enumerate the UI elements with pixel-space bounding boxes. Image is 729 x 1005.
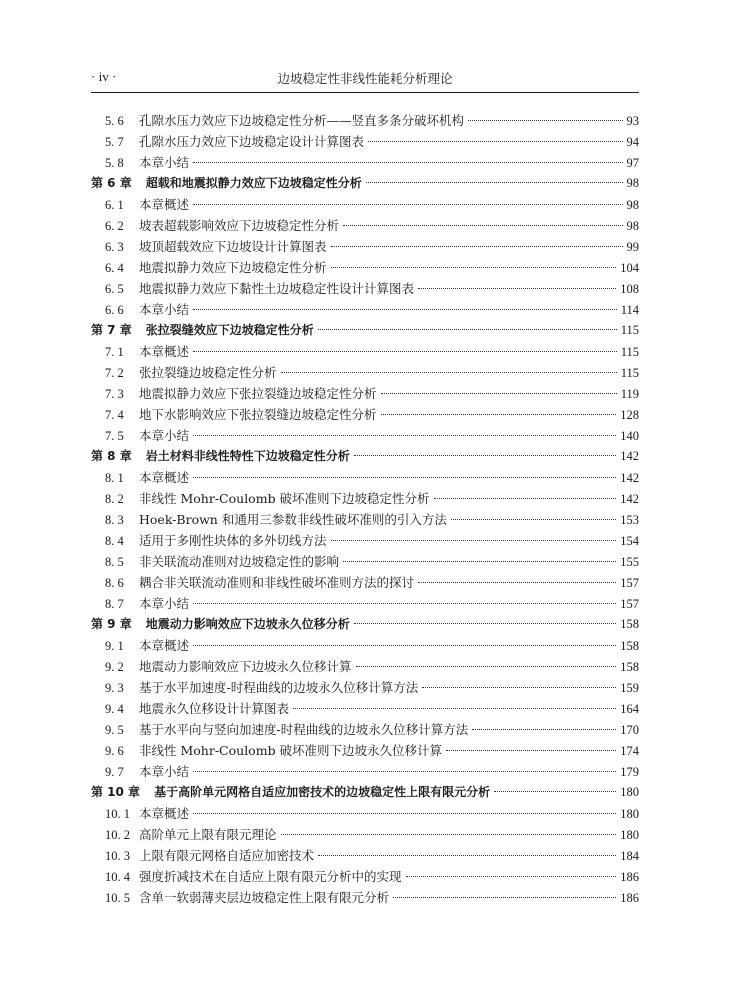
toc-entry-page: 93 (626, 114, 639, 128)
toc-entry-number: 8. 5 (105, 555, 124, 569)
toc-entry-number: 6. 6 (105, 303, 124, 317)
dot-leader (193, 812, 616, 814)
toc-entry-page: 99 (626, 240, 639, 254)
toc-entry-title: 本章概述 (139, 806, 190, 821)
toc-entry-number: 8. 3 (105, 513, 124, 527)
toc-entry-number: 7. 3 (105, 387, 124, 401)
toc-section-row[interactable] (91, 425, 639, 446)
toc-entry-number: 8. 2 (105, 492, 124, 506)
dot-leader (354, 622, 617, 624)
toc-chapter-row[interactable] (91, 782, 639, 803)
toc-section-row[interactable] (91, 572, 639, 593)
toc-entry-page: 158 (620, 660, 639, 674)
toc-entry-title: 适用于多刚性块体的多外切线方法 (139, 533, 327, 548)
dot-leader (354, 454, 617, 456)
toc-entry-page: 115 (620, 366, 639, 380)
dot-leader (343, 560, 616, 562)
toc-entry-page: 180 (620, 785, 639, 799)
toc-entry-number: 第 9 章 (91, 617, 132, 631)
toc-entry-page: 184 (620, 849, 639, 863)
dot-leader (331, 245, 623, 247)
toc-entry-number: 第 7 章 (91, 323, 132, 337)
dot-leader (193, 602, 616, 604)
dot-leader (422, 686, 616, 688)
toc-entry-title: 非线性 Mohr-Coulomb 破坏准则下边坡稳定性分析 (139, 491, 430, 506)
toc-entry-page: 170 (620, 723, 639, 737)
toc-entry-number: 8. 7 (105, 597, 124, 611)
toc-entry-title: 地震动力影响效应下边坡永久位移分析 (145, 617, 350, 631)
toc-entry-page: 98 (626, 219, 639, 233)
toc-section-row[interactable] (91, 530, 639, 551)
toc-entry-title: 本章概述 (139, 197, 190, 212)
dot-leader (494, 790, 616, 792)
dot-leader (393, 896, 616, 898)
dot-leader (418, 581, 616, 583)
toc-entry-title: 地震动力影响效应下边坡永久位移计算 (139, 659, 352, 674)
toc-entry-title: 地震拟静力效应下黏性土边坡稳定性设计计算图表 (139, 281, 415, 296)
dot-leader (343, 224, 622, 226)
toc-section-row[interactable] (91, 215, 639, 236)
toc-section-row[interactable] (91, 110, 639, 131)
dot-leader (281, 833, 617, 835)
toc-entry-number: 7. 1 (105, 345, 124, 359)
dot-leader (281, 371, 617, 373)
toc-entry-title: 耦合非关联流动准则和非线性破坏准则方法的探讨 (139, 575, 415, 590)
toc-section-row[interactable] (91, 887, 639, 908)
toc-entry-title: 坡表超载影响效应下边坡稳定性分析 (139, 218, 340, 233)
toc-entry-title: 岩土材料非线性特性下边坡稳定性分析 (145, 449, 350, 463)
dot-leader (472, 728, 616, 730)
toc-entry-page: 115 (620, 345, 639, 359)
toc-section-row[interactable] (91, 761, 639, 782)
toc-entry-title: 地震永久位移设计计算图表 (139, 701, 290, 716)
toc-entry-page: 186 (620, 870, 639, 884)
toc-entry-page: 180 (620, 807, 639, 821)
toc-section-row[interactable] (91, 509, 639, 530)
toc-section-row[interactable] (91, 803, 639, 824)
toc-entry-page: 142 (620, 449, 639, 463)
toc-entry-title: 地震拟静力效应下张拉裂缝边坡稳定性分析 (139, 386, 377, 401)
toc-entry-number: 7. 2 (105, 366, 124, 380)
toc-entry-title: 上限有限元网格自适应加密技术 (139, 848, 315, 863)
toc-section-row[interactable] (91, 656, 639, 677)
toc-section-row[interactable] (91, 467, 639, 488)
toc-entry-page: 157 (620, 576, 639, 590)
toc-entry-number: 第 8 章 (91, 449, 132, 463)
toc-entry-title: 孔隙水压力效应下边坡稳定设计计算图表 (139, 134, 365, 149)
toc-entry-title: 强度折减技术在自适应上限有限元分析中的实现 (139, 869, 402, 884)
dot-leader (193, 476, 616, 478)
toc-entry-title: 本章小结 (139, 764, 190, 779)
toc-section-row[interactable] (91, 719, 639, 740)
toc-section-row[interactable] (91, 698, 639, 719)
toc-entry-page: 179 (620, 765, 639, 779)
toc-section-row[interactable] (91, 404, 639, 425)
toc-section-row[interactable] (91, 740, 639, 761)
toc-section-row[interactable] (91, 824, 639, 845)
toc-entry-page: 115 (620, 323, 639, 337)
toc-entry-page: 98 (626, 198, 639, 212)
toc-entry-title: 非线性 Mohr-Coulomb 破坏准则下边坡永久位移计算 (139, 743, 443, 758)
toc-entry-number: 7. 5 (105, 429, 124, 443)
toc-entry-page: 174 (620, 744, 639, 758)
toc-entry-number: 9. 5 (105, 723, 124, 737)
toc-entry-title: 本章概述 (139, 344, 190, 359)
toc-entry-title: 非关联流动准则对边坡稳定性的影响 (139, 554, 340, 569)
dot-leader (193, 644, 616, 646)
table-of-contents (91, 110, 639, 908)
dot-leader (193, 770, 616, 772)
dot-leader (368, 140, 622, 142)
toc-entry-title: 基于高阶单元网格自适应加密技术的边坡稳定性上限有限元分析 (154, 785, 491, 799)
toc-chapter-row[interactable] (91, 320, 639, 341)
toc-entry-number: 9. 4 (105, 702, 124, 716)
toc-entry-number: 9. 1 (105, 639, 124, 653)
toc-entry-page: 180 (620, 828, 639, 842)
dot-leader (356, 665, 617, 667)
toc-entry-page: 158 (620, 639, 639, 653)
toc-section-row[interactable] (91, 677, 639, 698)
toc-section-row[interactable] (91, 341, 639, 362)
toc-section-row[interactable] (91, 131, 639, 152)
dot-leader (318, 854, 616, 856)
toc-section-row[interactable] (91, 488, 639, 509)
toc-entry-title: 本章小结 (139, 428, 190, 443)
toc-entry-number: 5. 7 (105, 135, 124, 149)
dot-leader (193, 308, 617, 310)
toc-entry-title: 坡顶超载效应下边坡设计计算图表 (139, 239, 327, 254)
toc-entry-page: 164 (620, 702, 639, 716)
toc-entry-page: 142 (620, 471, 639, 485)
page-number: · iv · (91, 69, 117, 84)
toc-chapter-row[interactable] (91, 173, 639, 194)
toc-entry-page: 153 (620, 513, 639, 527)
toc-entry-number: 8. 6 (105, 576, 124, 590)
toc-entry-title: 本章小结 (139, 596, 190, 611)
toc-entry-title: 本章小结 (139, 155, 190, 170)
toc-section-row[interactable] (91, 299, 639, 320)
toc-entry-page: 104 (620, 261, 639, 275)
toc-entry-number: 第 10 章 (91, 785, 141, 799)
toc-entry-number: 8. 4 (105, 534, 124, 548)
toc-entry-title: 基于水平加速度-时程曲线的边坡永久位移计算方法 (139, 680, 419, 695)
toc-entry-number: 6. 5 (105, 282, 124, 296)
toc-entry-title: 孔隙水压力效应下边坡稳定性分析——竖直多条分破坏机构 (139, 113, 465, 128)
toc-entry-page: 186 (620, 891, 639, 905)
toc-entry-page: 159 (620, 681, 639, 695)
header-rule (91, 92, 639, 93)
toc-entry-title: 张拉裂缝边坡稳定性分析 (139, 365, 277, 380)
toc-entry-number: 10. 4 (105, 870, 130, 884)
dot-leader (446, 749, 616, 751)
toc-entry-page: 154 (620, 534, 639, 548)
dot-leader (193, 161, 622, 163)
toc-entry-title: 地下水影响效应下张拉裂缝边坡稳定性分析 (139, 407, 377, 422)
toc-section-row[interactable] (91, 257, 639, 278)
toc-entry-number: 10. 2 (105, 828, 130, 842)
toc-entry-number: 9. 7 (105, 765, 124, 779)
toc-section-row[interactable] (91, 278, 639, 299)
dot-leader (318, 328, 617, 330)
toc-section-row[interactable] (91, 194, 639, 215)
toc-chapter-row[interactable] (91, 446, 639, 467)
toc-entry-title: 超载和地震拟静力效应下边坡稳定性分析 (145, 176, 362, 190)
toc-section-row[interactable] (91, 152, 639, 173)
toc-entry-title: 张拉裂缝效应下边坡稳定性分析 (145, 323, 314, 337)
toc-section-row[interactable] (91, 866, 639, 887)
running-title: 边坡稳定性非线性能耗分析理论 (277, 71, 453, 86)
toc-entry-page: 97 (626, 156, 639, 170)
dot-leader (451, 518, 616, 520)
dot-leader (331, 266, 617, 268)
dot-leader (193, 350, 617, 352)
toc-entry-title: 地震拟静力效应下边坡稳定性分析 (139, 260, 327, 275)
toc-section-row[interactable] (91, 383, 639, 404)
running-header (91, 67, 639, 89)
toc-entry-title: 高阶单元上限有限元理论 (139, 827, 277, 842)
toc-entry-number: 6. 3 (105, 240, 124, 254)
toc-entry-page: 94 (626, 135, 639, 149)
toc-chapter-row[interactable] (91, 614, 639, 635)
toc-entry-number: 6. 2 (105, 219, 124, 233)
toc-entry-title: 本章小结 (139, 302, 190, 317)
toc-entry-page: 157 (620, 597, 639, 611)
dot-leader (468, 119, 622, 121)
toc-entry-number: 9. 2 (105, 660, 124, 674)
toc-entry-number: 10. 1 (105, 807, 130, 821)
toc-entry-number: 第 6 章 (91, 176, 132, 190)
toc-entry-page: 119 (620, 387, 639, 401)
toc-entry-page: 158 (620, 617, 639, 631)
toc-entry-page: 142 (620, 492, 639, 506)
dot-leader (434, 497, 617, 499)
toc-entry-title: 含单一软弱薄夹层边坡稳定性上限有限元分析 (139, 890, 390, 905)
dot-leader (193, 203, 622, 205)
dot-leader (331, 539, 617, 541)
toc-entry-number: 8. 1 (105, 471, 124, 485)
toc-entry-number: 7. 4 (105, 408, 124, 422)
toc-entry-number: 9. 6 (105, 744, 124, 758)
toc-entry-number: 5. 8 (105, 156, 124, 170)
toc-section-row[interactable] (91, 845, 639, 866)
toc-entry-number: 10. 5 (105, 891, 130, 905)
toc-entry-number: 6. 1 (105, 198, 124, 212)
toc-section-row[interactable] (91, 593, 639, 614)
toc-section-row[interactable] (91, 635, 639, 656)
toc-section-row[interactable] (91, 362, 639, 383)
toc-section-row[interactable] (91, 551, 639, 572)
dot-leader (366, 181, 623, 183)
dot-leader (418, 287, 616, 289)
toc-entry-title: 本章概述 (139, 638, 190, 653)
toc-section-row[interactable] (91, 236, 639, 257)
toc-entry-number: 10. 3 (105, 849, 130, 863)
toc-entry-title: 本章概述 (139, 470, 190, 485)
toc-entry-number: 6. 4 (105, 261, 124, 275)
toc-entry-page: 140 (620, 429, 639, 443)
dot-leader (293, 707, 616, 709)
dot-leader (381, 392, 617, 394)
toc-entry-page: 128 (620, 408, 639, 422)
toc-entry-number: 5. 6 (105, 114, 124, 128)
dot-leader (406, 875, 617, 877)
toc-entry-title: Hoek-Brown 和通用三参数非线性破坏准则的引入方法 (139, 512, 447, 527)
toc-entry-page: 114 (620, 303, 639, 317)
toc-entry-page: 98 (626, 176, 639, 190)
toc-entry-title: 基于水平向与竖向加速度-时程曲线的边坡永久位移计算方法 (139, 722, 469, 737)
toc-entry-number: 9. 3 (105, 681, 124, 695)
toc-entry-page: 108 (620, 282, 639, 296)
dot-leader (381, 413, 617, 415)
toc-entry-page: 155 (620, 555, 639, 569)
dot-leader (193, 434, 616, 436)
